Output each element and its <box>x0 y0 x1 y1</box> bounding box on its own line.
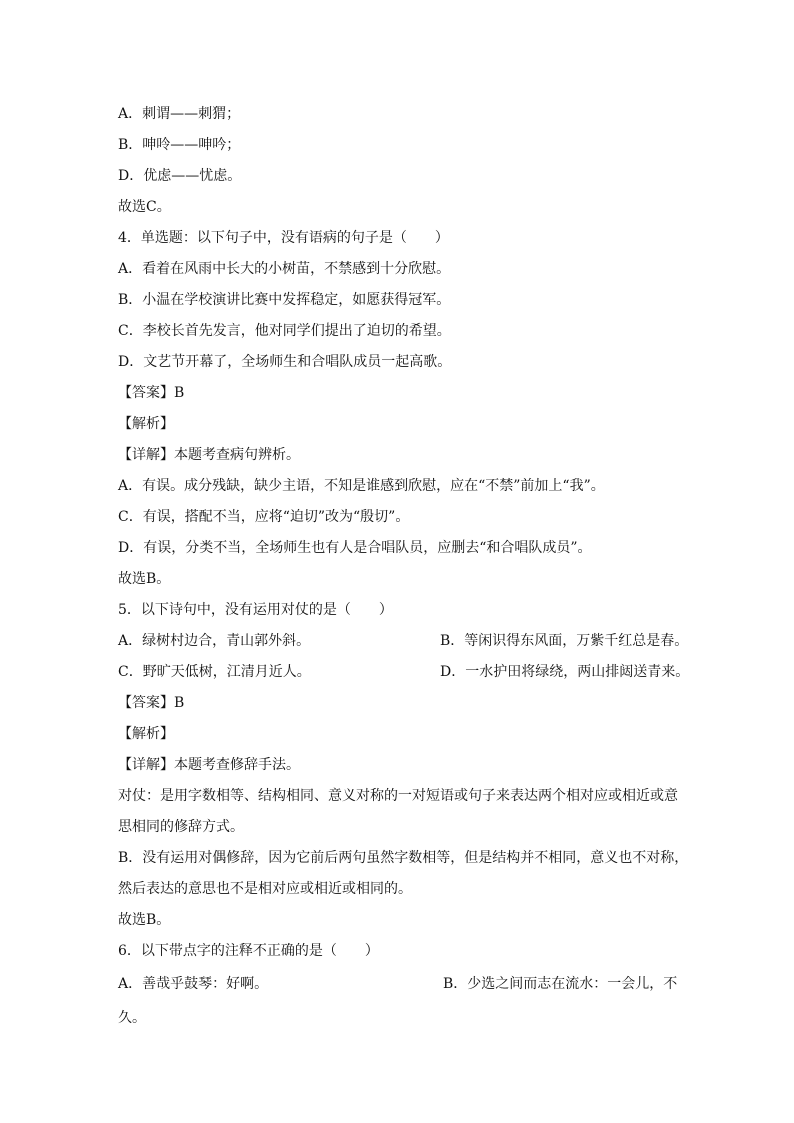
q6-option-b-line2: 久。 <box>118 1010 146 1026</box>
q5-answer: 【答案】B <box>118 695 185 711</box>
q4-analysis-label: 【解析】 <box>118 416 174 432</box>
q4-stem: 4．单选题：以下句子中，没有语病的句子是（ ） <box>118 230 449 246</box>
q5-detail: 【详解】本题考查修辞手法。 <box>118 757 300 773</box>
prev-option-d: D．优虑——忧虑。 <box>118 168 242 184</box>
q6-option-b-line1: B．少选之间而志在流水：一会儿，不 <box>443 976 678 992</box>
q6-option-a: A．善哉乎鼓琴：好啊。 <box>118 976 269 992</box>
q5-option-b: B．等闲识得东风面，万紫千红总是春。 <box>440 633 689 649</box>
q4-explanation-d: D．有误，分类不当，全场师生也有人是合唱队员，应删去“和合唱队成员”。 <box>118 540 592 556</box>
q5-definition-line1: 对仗：是用字数相等、结构相同、意义对称的一对短语或句子来表达两个相对应或相近或意 <box>118 788 678 804</box>
q5-stem: 5．以下诗句中，没有运用对仗的是（ ） <box>118 602 393 618</box>
q4-option-a: A．看着在风雨中长大的小树苗，不禁感到十分欣慰。 <box>118 261 451 277</box>
q5-definition-line2: 思相同的修辞方式。 <box>118 819 244 835</box>
q4-answer: 【答案】B <box>118 385 185 401</box>
q4-detail: 【详解】本题考查病句辨析。 <box>118 447 300 463</box>
q5-conclusion: 故选B。 <box>118 912 171 928</box>
q5-explanation-line2: 然后表达的意思也不是相对应或相近或相同的。 <box>118 881 412 897</box>
q4-option-c: C．李校长首先发言，他对同学们提出了迫切的希望。 <box>118 323 451 339</box>
prev-conclusion: 故选C。 <box>118 199 171 215</box>
q4-option-d: D．文艺节开幕了，全场师生和合唱队成员一起高歌。 <box>118 354 452 370</box>
q5-explanation-line1: B．没有运用对偶修辞，因为它前后两句虽然字数相等，但是结构并不相同，意义也不对称， <box>118 850 689 866</box>
q4-explanation-c: C．有误，搭配不当，应将“迫切”改为“殷切”。 <box>118 509 410 525</box>
q5-option-a: A．绿树村边合，青山郭外斜。 <box>118 633 311 649</box>
q5-analysis-label: 【解析】 <box>118 726 174 742</box>
prev-option-a: A．刺谓——刺猬； <box>118 106 241 122</box>
q4-conclusion: 故选B。 <box>118 571 171 587</box>
q4-option-b: B．小温在学校演讲比赛中发挥稳定，如愿获得冠军。 <box>118 292 451 308</box>
q5-option-d: D．一水护田将绿绕，两山排闼送青来。 <box>440 664 690 680</box>
q5-option-c: C．野旷天低树，江清月近人。 <box>118 664 311 680</box>
prev-option-b: B．呻呤——呻吟； <box>118 137 241 153</box>
q6-stem: 6．以下带点字的注释不正确的是（ ） <box>118 943 379 959</box>
q4-explanation-a: A．有误。成分残缺，缺少主语，不知是谁感到欣慰，应在“不禁”前加上“我”。 <box>118 478 605 494</box>
